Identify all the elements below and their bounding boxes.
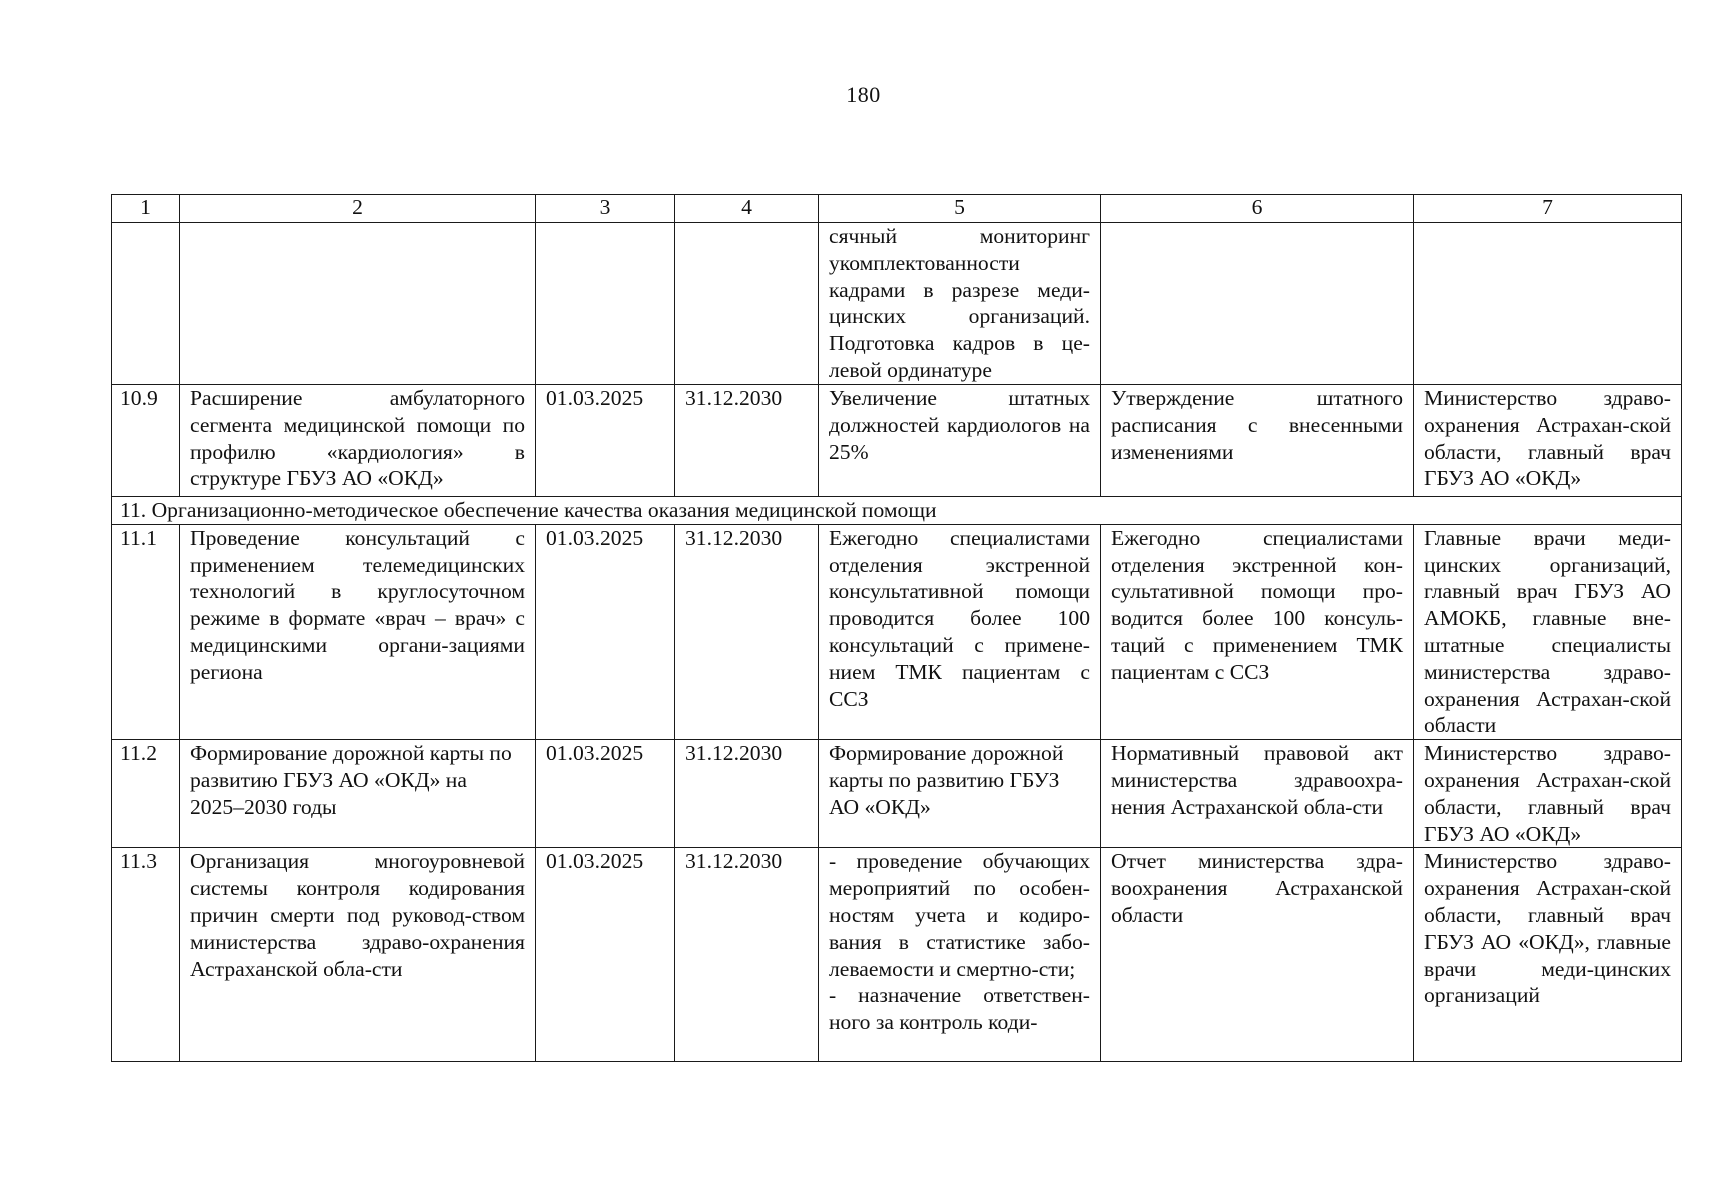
result-cell: сячный мониторинг укомплектованности кадрами в разрезе меди-цинских организаций. Подготовка кадров в це-левой ординатуре bbox=[819, 223, 1101, 385]
start-date-cell: 01.03.2025 bbox=[536, 740, 675, 848]
end-date-cell bbox=[675, 223, 819, 385]
column-header-2: 2 bbox=[180, 195, 536, 223]
section-row bbox=[112, 497, 1682, 525]
result-list-item: - назначение ответствен-ного за контроль коди- bbox=[829, 983, 1090, 1035]
end-date-cell: 31.12.2030 bbox=[675, 848, 819, 1062]
result-cell bbox=[819, 848, 1101, 1062]
column-header-4: 4 bbox=[675, 195, 819, 223]
result-cell: Ежегодно специалистами отделения экстренной консультативной помощи проводится более 100 консультаций с примене-нием ТМК пациентам с ССЗ bbox=[819, 524, 1101, 739]
activity-cell: Расширение амбулаторного сегмента медицинской помощи по профилю «кардиология» в структуре ГБУЗ АО «ОКД» bbox=[180, 385, 536, 497]
page-number: 180 bbox=[846, 82, 881, 107]
end-date-cell: 31.12.2030 bbox=[675, 524, 819, 739]
row-number: 11.2 bbox=[112, 740, 180, 848]
result-cell: Увеличение штатных должностей кардиологов на 25% bbox=[819, 385, 1101, 497]
column-header-7: 7 bbox=[1414, 195, 1682, 223]
responsible-cell: Главные врачи меди-цинских организаций, главный врач ГБУЗ АО АМОКБ, главные вне-штатные специалисты министерства здраво-охранения Астрахан-ской области bbox=[1414, 524, 1682, 739]
section-heading: 11. Организационно-методическое обеспечение качества оказания медицинской помощи bbox=[112, 497, 1682, 525]
row-number: 10.9 bbox=[112, 385, 180, 497]
result-cell: Формирование дорожной карты по развитию ГБУЗ АО «ОКД» bbox=[819, 740, 1101, 848]
table-row bbox=[112, 740, 1682, 848]
indicator-cell bbox=[1101, 223, 1414, 385]
start-date-cell bbox=[536, 223, 675, 385]
indicator-cell: Ежегодно специалистами отделения экстренной кон-сультативной помощи про-водится более 100 консуль-таций с применением ТМК пациентам с ССЗ bbox=[1101, 524, 1414, 739]
end-date-cell: 31.12.2030 bbox=[675, 385, 819, 497]
activity-cell bbox=[180, 223, 536, 385]
activity-cell: Формирование дорожной карты по развитию ГБУЗ АО «ОКД» на 2025–2030 годы bbox=[180, 740, 536, 848]
responsible-cell: Министерство здраво-охранения Астрахан-ской области, главный врач ГБУЗ АО «ОКД», главные врачи меди-цинских организаций bbox=[1414, 848, 1682, 1062]
table-row bbox=[112, 848, 1682, 1062]
indicator-cell: Нормативный правовой акт министерства здравоохра-нения Астраханской обла-сти bbox=[1101, 740, 1414, 848]
column-header-1: 1 bbox=[112, 195, 180, 223]
table-row bbox=[112, 385, 1682, 497]
table-row bbox=[112, 223, 1682, 385]
start-date-cell: 01.03.2025 bbox=[536, 848, 675, 1062]
indicator-cell: Утверждение штатного расписания с внесенными изменениями bbox=[1101, 385, 1414, 497]
start-date-cell: 01.03.2025 bbox=[536, 385, 675, 497]
row-number: 11.1 bbox=[112, 524, 180, 739]
responsible-cell bbox=[1414, 223, 1682, 385]
end-date-cell: 31.12.2030 bbox=[675, 740, 819, 848]
column-header-5: 5 bbox=[819, 195, 1101, 223]
table-row bbox=[112, 524, 1682, 739]
responsible-cell: Министерство здраво-охранения Астрахан-ской области, главный врач ГБУЗ АО «ОКД» bbox=[1414, 740, 1682, 848]
column-header-3: 3 bbox=[536, 195, 675, 223]
activity-cell: Проведение консультаций с применением телемедицинских технологий в круглосуточном режиме в формате «врач – врач» с медицинскими органи-зациями региона bbox=[180, 524, 536, 739]
column-header-6: 6 bbox=[1101, 195, 1414, 223]
row-number: 11.3 bbox=[112, 848, 180, 1062]
result-list-item: - проведение обучающих мероприятий по особен-ностям учета и кодиро-вания в статистике забо-леваемости и смертно-сти; bbox=[829, 849, 1090, 981]
start-date-cell: 01.03.2025 bbox=[536, 524, 675, 739]
activity-cell: Организация многоуровневой системы контроля кодирования причин смерти под руковод-ством министерства здраво-охранения Астраханской обла-сти bbox=[180, 848, 536, 1062]
row-number bbox=[112, 223, 180, 385]
indicator-cell: Отчет министерства здра-воохранения Астраханской области bbox=[1101, 848, 1414, 1062]
responsible-cell: Министерство здраво-охранения Астрахан-ской области, главный врач ГБУЗ АО «ОКД» bbox=[1414, 385, 1682, 497]
header-row bbox=[112, 195, 1682, 223]
measures-table bbox=[111, 194, 1682, 1062]
